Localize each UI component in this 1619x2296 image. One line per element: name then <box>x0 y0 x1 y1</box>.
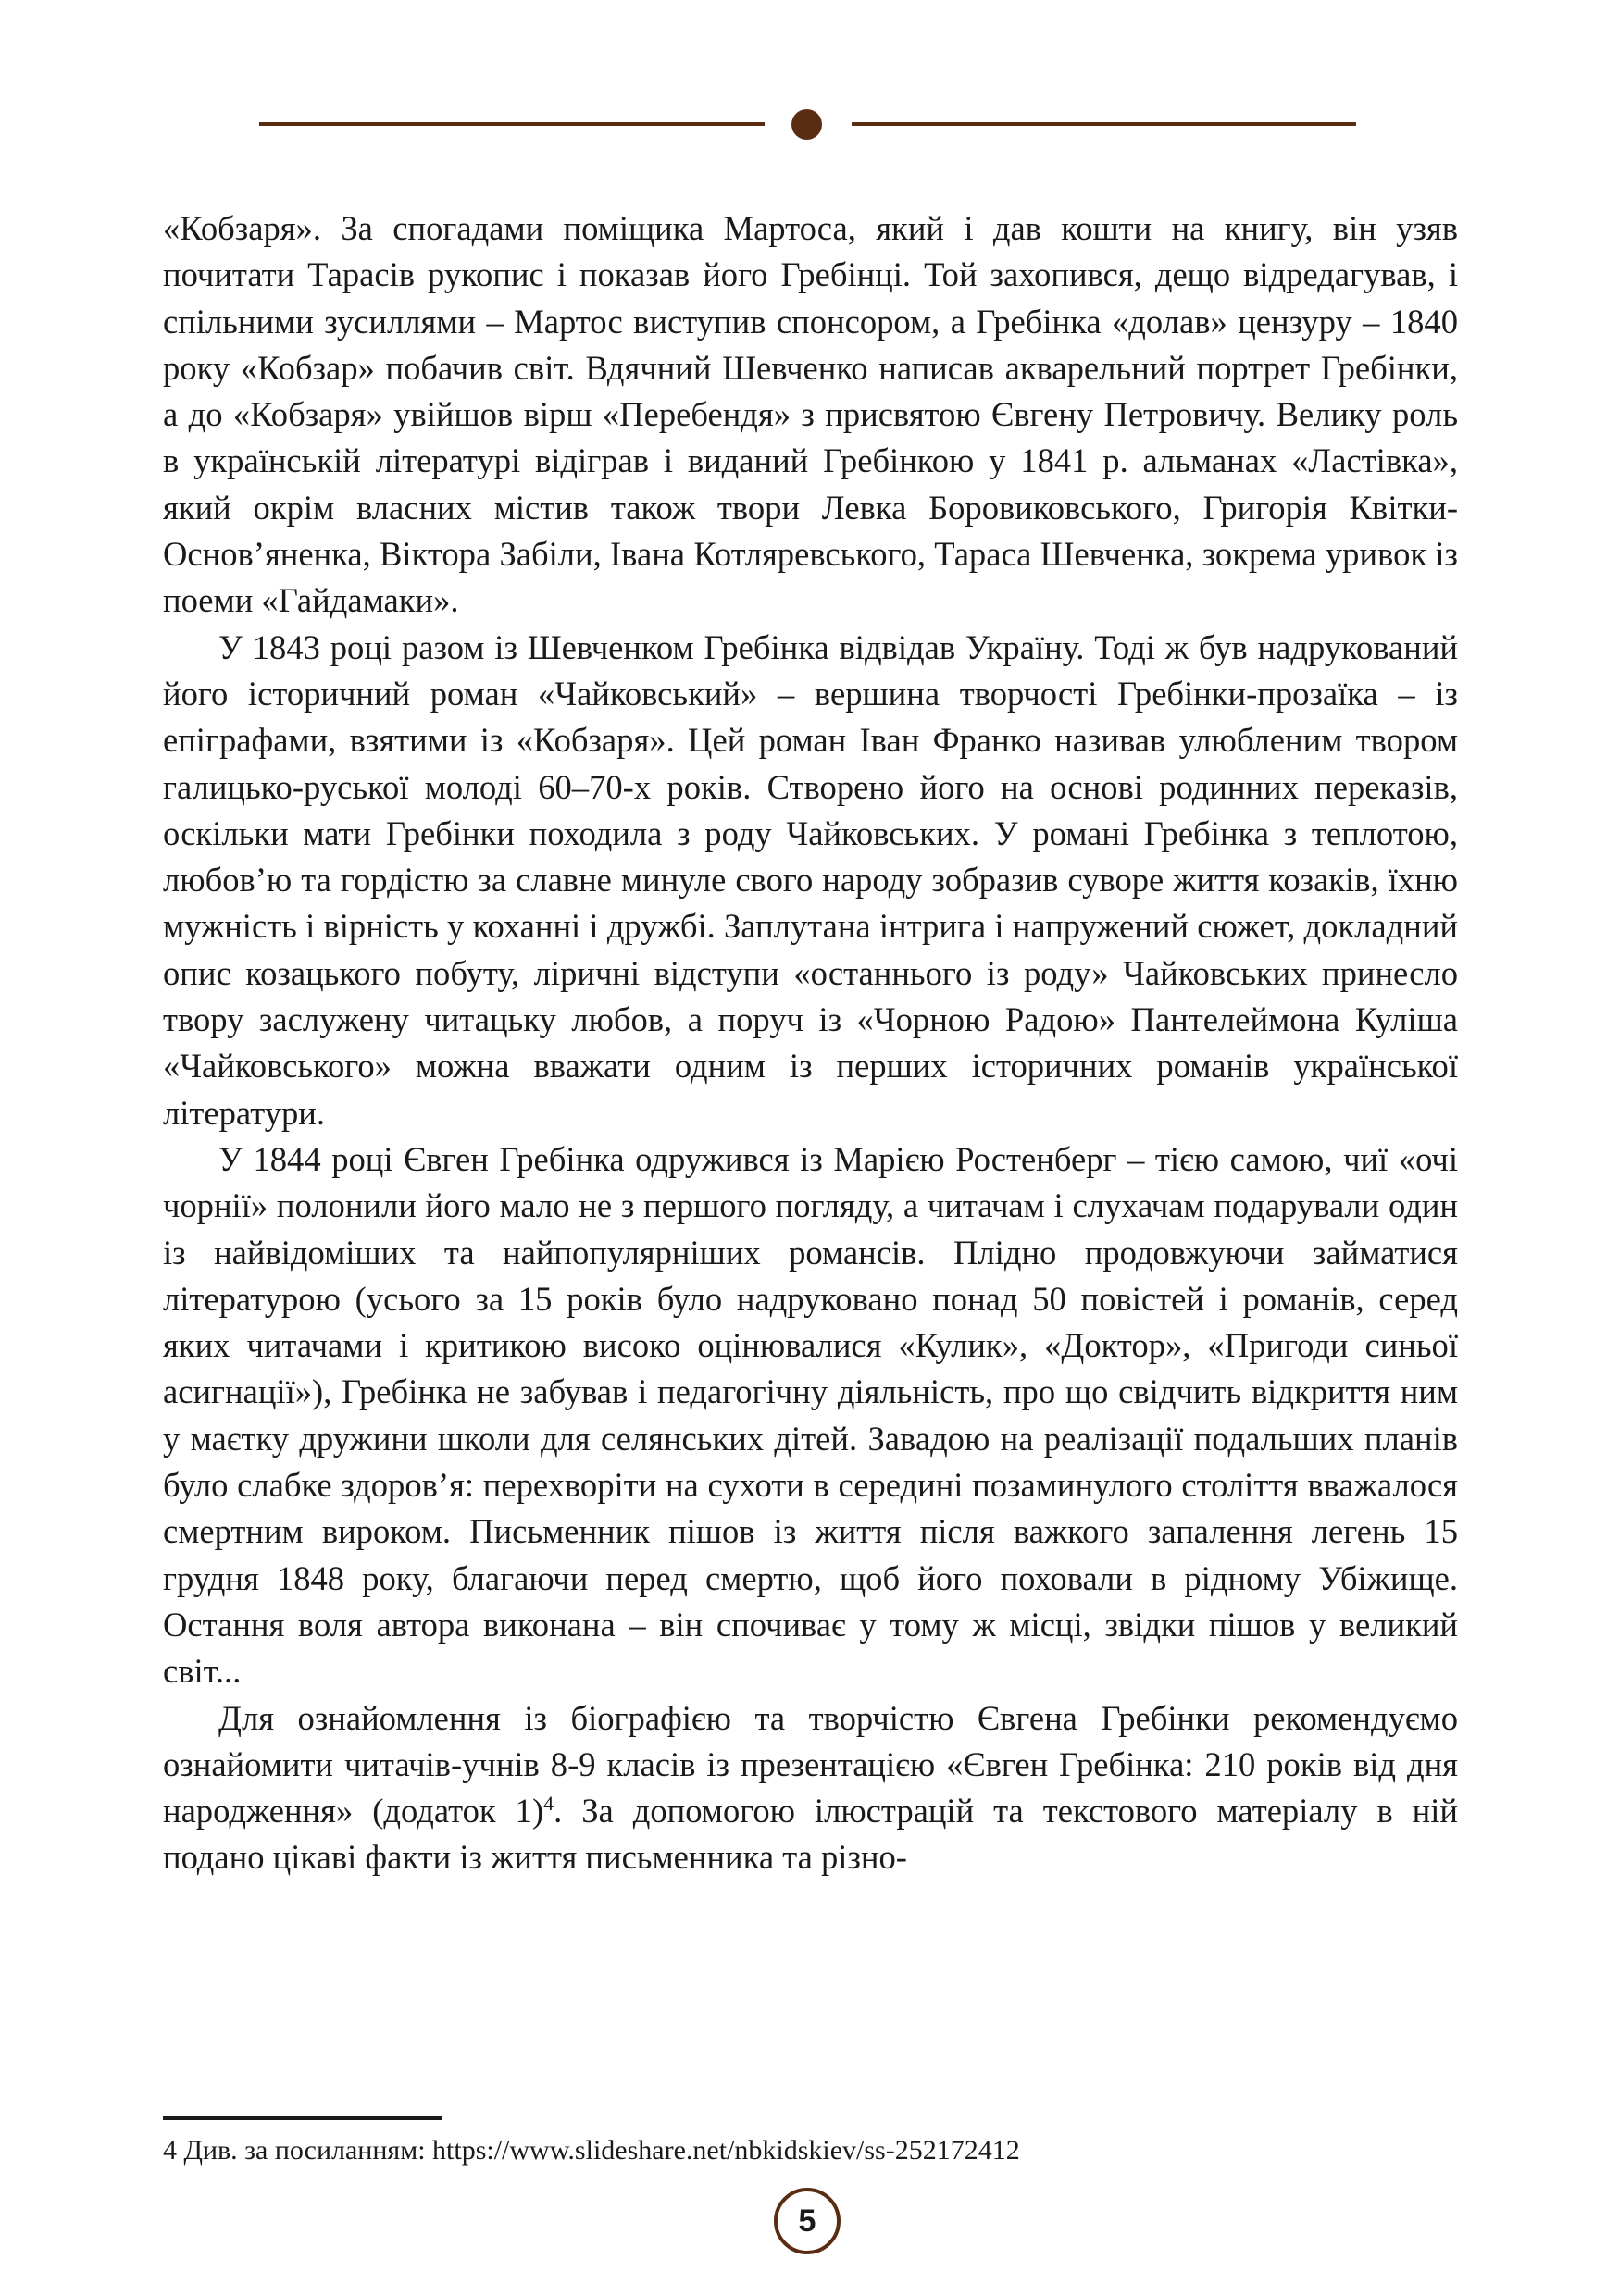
paragraph-4-text-before-ref: Для ознайомлення із біографією та творчістю Євгена Гребінки рекомендуємо ознайомити читачів-учнів 8-9 класів із презентацією «Євген Гребінка: 210 років від дня народження» (додаток 1) <box>163 1698 1458 1831</box>
header-ornament <box>259 109 1356 141</box>
header-rule-right <box>852 122 1356 126</box>
paragraph-4 <box>163 1695 1458 1881</box>
footnote-reference[interactable]: 4 <box>543 1791 554 1815</box>
header-dot-ornament <box>791 109 822 140</box>
page-number: 5 <box>774 2188 841 2254</box>
footnote-rule <box>163 2116 442 2120</box>
paragraph-3: У 1844 році Євген Гребінка одружився із Марією Ростенберг – тією самою, чиї «очі чорнії» полонили його мало не з першого погляду, а читачам і слухачам подарували один із найвідоміших та найпопулярніших романсів. Плідно продовжуючи займатися літературою (усього за 15 років було надруковано понад 50 повістей і романів, серед яких читачами і критикою високо оцінювалися «Кулик», «Доктор», «Пригоди синьої асигнації»), Гребінка не забував і педагогічну діяльність, про що свідчить відкриття ним у маєтку дружини школи для селянських дітей. Завадою на реалізації подальших планів було слабке здоров’я: перехворіти на сухоти в середині позаминулого століття вважалося смертним вироком. Письменник пішов із життя після важкого запалення легень 15 грудня 1848 року, благаючи перед смертю, щоб його поховали в рідному Убіжище. Остання воля автора виконана – він спочиває у тому ж місці, звідки пішов у великий світ... <box>163 1139 1458 1691</box>
paragraph-4-text-after-ref: . За допомогою ілюстрацій та текстового матеріалу в ній подано цікаві факти із життя письменника та різно- <box>163 1792 1458 1877</box>
body-text <box>163 205 1458 1881</box>
header-rule-left <box>259 122 765 126</box>
footnote: 4 Див. за посиланням: https://www.slideshare.net/nbkidskiev/ss-252172412 <box>163 2135 1020 2166</box>
paragraph-1: «Кобзаря». За спогадами поміщика Мартоса, який і дав кошти на книгу, він узяв почитати Тарасів рукопис і показав його Гребінці. Той захопився, дещо відредагував, і спільними зусиллями – Мартос виступив спонсором, а Гребінка «долав» цензуру – 1840 року «Кобзар» побачив світ. Вдячний Шевченко написав акварельний портрет Гребінки, а до «Кобзаря» увійшов вірш «Перебендя» з присвятою Євгену Петровичу. Велику роль в українській літературі відіграв і виданий Гребінкою у 1841 р. альманах «Ластівка», який окрім власних містив також твори Левка Боровиковського, Григорія Квітки-Основ’яненка, Віктора Забіли, Івана Котляревського, Тараса Шевченка, зокрема уривок із поеми «Гайдамаки». <box>163 209 1458 620</box>
paragraph-2: У 1843 році разом із Шевченком Гребінка відвідав Україну. Тоді ж був надрукований його історичний роман «Чайковський» – вершина творчості Гребінки-прозаїка – із епіграфами, взятими із «Кобзаря». Цей роман Іван Франко називав улюбленим твором галицько-руської молоді 60–70-х років. Створено його на основі родинних переказів, оскільки мати Гребінки походила з роду Чайковських. У романі Гребінка з теплотою, любов’ю та гордістю за славне минуле свого народу зобразив суворе життя козаків, їхню мужність і вірність у коханні і дружбі. Заплутана інтрига і напружений сюжет, докладний опис козацького побуту, ліричні відступи «останнього із роду» Чайковських принесло твору заслужену читацьку любов, а поруч із «Чорною Радою» Пантелеймона Куліша «Чайковського» можна вважати одним із перших історичних романів української літератури. <box>163 627 1458 1132</box>
